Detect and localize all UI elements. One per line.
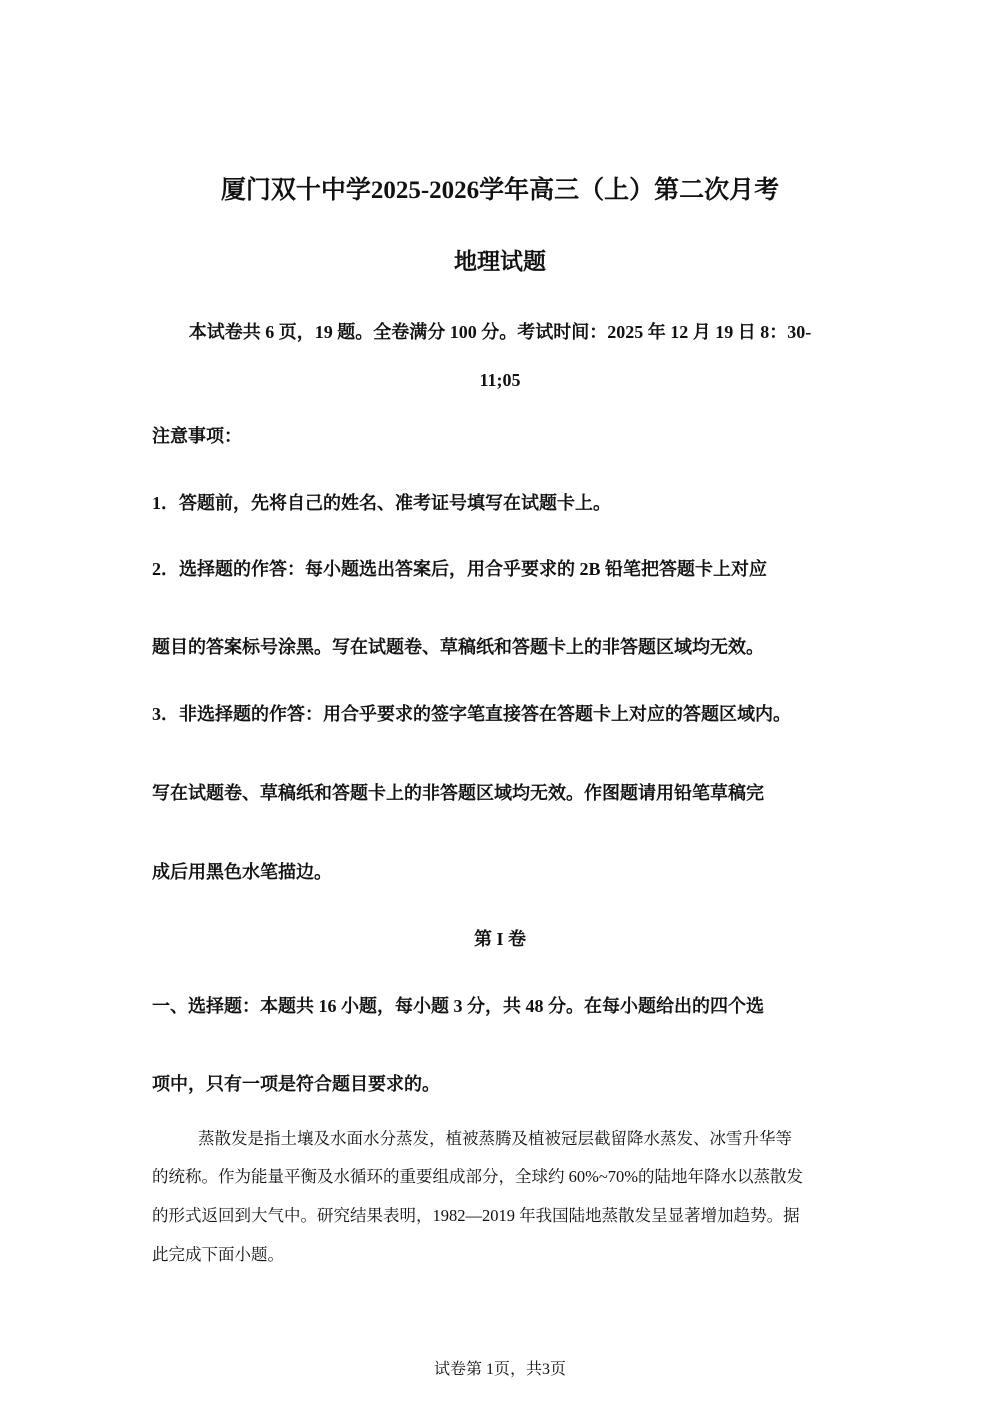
exam-title: 厦门双十中学2025-2026学年高三（上）第二次月考 [220,177,780,204]
volume-heading: 第 I 卷 [473,929,526,949]
note-line-4: 3．非选择题的作答：用合乎要求的签字笔直接答在答题卡上对应的答题区域内。 [152,704,791,724]
section-instruction-line-2: 项中，只有一项是符合题目要求的。 [152,1074,440,1094]
exam-subject: 地理试题 [454,249,546,274]
exam-info-line-1: 本试卷共 6 页，19 题。全卷满分 100 分。考试时间：2025 年 12 月 19 日 8：30- [188,322,812,342]
notes-heading: 注意事项： [152,426,242,446]
note-line-1: 1．答题前，先将自己的姓名、准考证号填写在试题卡上。 [152,493,611,513]
note-line-5: 写在试题卷、草稿纸和答题卡上的非答题区域均无效。作图题请用铅笔草稿完 [152,783,764,803]
passage-line-2: 的统称。作为能量平衡及水循环的重要组成部分，全球约 60%~70%的陆地年降水以蒸散发 [152,1167,804,1186]
note-line-6: 成后用黑色水笔描边。 [152,862,332,882]
note-line-2: 2．选择题的作答：每小题选出答案后，用合乎要求的 2B 铅笔把答题卡上对应 [152,559,768,579]
section-instruction-line-1: 一、选择题：本题共 16 小题，每小题 3 分，共 48 分。在每小题给出的四个选 [152,996,764,1016]
note-line-3: 题目的答案标号涂黑。写在试题卷、草稿纸和答题卡上的非答题区域均无效。 [152,637,764,657]
passage-line-1: 蒸散发是指土壤及水面水分蒸发，植被蒸腾及植被冠层截留降水蒸发、冰雪升华等 [198,1129,792,1148]
page-footer: 试卷第 1页，共3页 [433,1361,566,1378]
exam-info-line-2: 11;05 [479,370,521,390]
passage-line-4: 此完成下面小题。 [152,1245,284,1264]
passage-line-3: 的形式返回到大气中。研究结果表明，1982—2019 年我国陆地蒸散发呈显著增加趋势。据 [152,1206,800,1225]
